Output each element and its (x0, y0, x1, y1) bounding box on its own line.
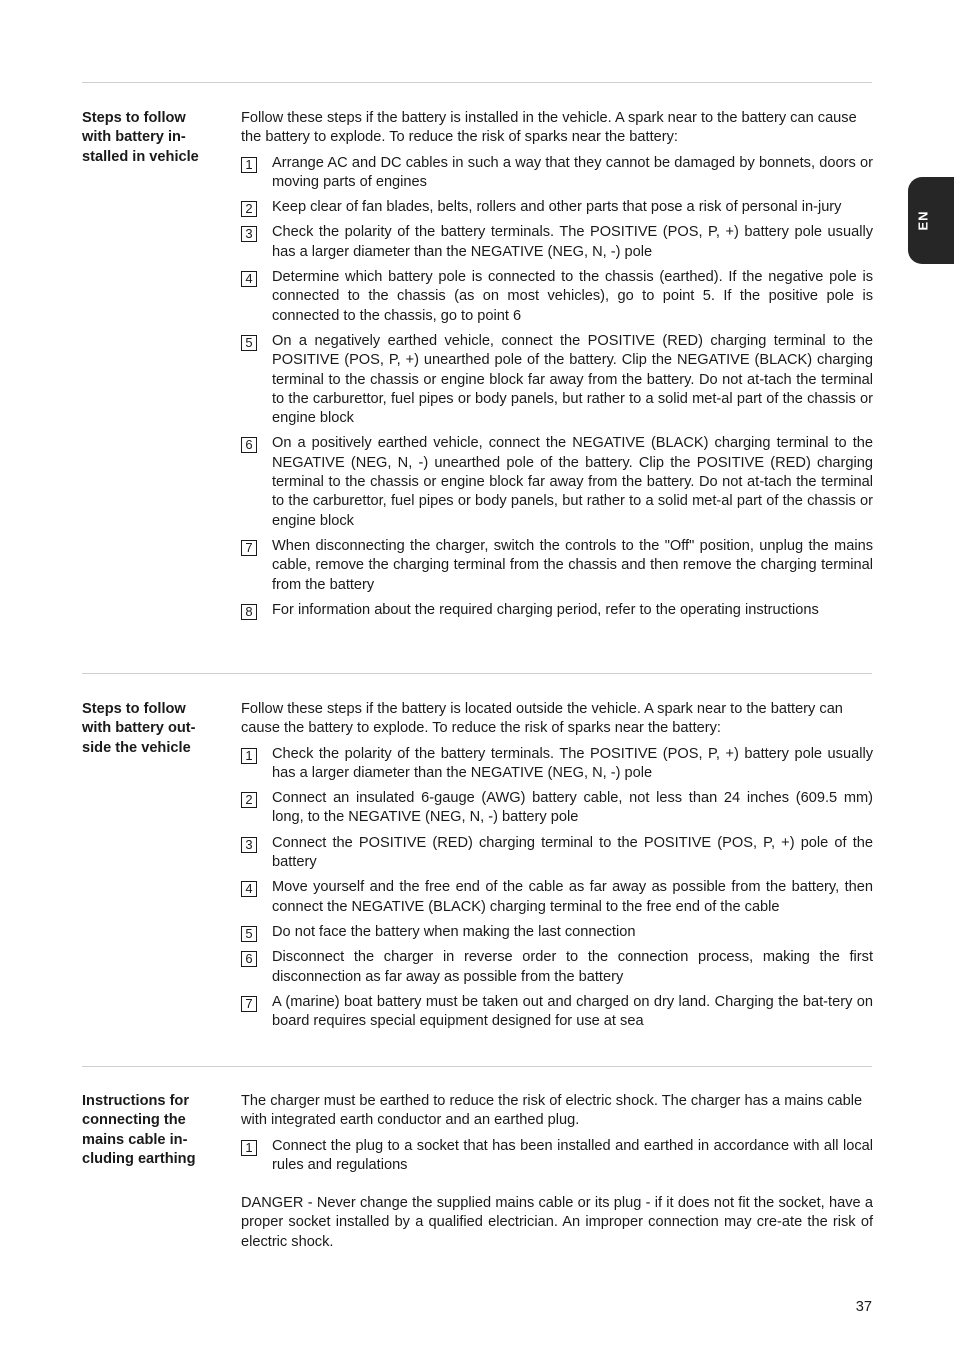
step-number: 1 (241, 1140, 257, 1156)
section-heading: Instructions for connecting the mains cable in- cluding earthing (82, 1093, 196, 1167)
step-text: When disconnecting the charger, switch the controls to the "Off" position, unplug the mains cable, remove the charging terminal from the chassis and then remove the charging terminal from the battery (272, 537, 873, 593)
step-number: 2 (241, 792, 257, 808)
section-body (241, 109, 873, 626)
step-text: Keep clear of fan blades, belts, rollers and other parts that pose a risk of personal in-jury (272, 199, 842, 216)
step-text: For information about the required charging period, refer to the operating instructions (272, 601, 819, 618)
step-number: 7 (241, 540, 257, 556)
step-item (241, 223, 873, 262)
section-heading: Steps to follow with battery in- stalled in vehicle (82, 110, 199, 165)
step-item (241, 601, 873, 620)
step-text: Arrange AC and DC cables in such a way that they cannot be damaged by bonnets, doors or moving parts of engines (272, 154, 873, 190)
step-number: 1 (241, 748, 257, 764)
step-item (241, 923, 873, 942)
step-item (241, 537, 873, 595)
page-number: 37 (855, 1299, 872, 1315)
step-number: 8 (241, 604, 257, 620)
step-number: 5 (241, 926, 257, 942)
intro-paragraph: The charger must be earthed to reduce the risk of electric shock. The charger has a mains cable with integrated earth conductor and an earthed plug. (241, 1093, 863, 1129)
step-item (241, 745, 873, 784)
intro-paragraph: Follow these steps if the battery is located outside the vehicle. A spark near to the battery can cause the battery to explode. To reduce the risk of sparks near the battery: (241, 701, 843, 737)
step-text: Disconnect the charger in reverse order to the connection process, making the first disconnection as far away as possible from the battery (272, 949, 873, 985)
section-divider (82, 1066, 872, 1067)
section-heading: Steps to follow with battery out- side the vehicle (82, 701, 196, 756)
step-item (241, 198, 873, 217)
section-divider (82, 673, 872, 674)
step-item (241, 993, 873, 1032)
language-tab (908, 177, 954, 264)
step-item (241, 834, 873, 873)
step-number: 4 (241, 271, 257, 287)
step-number: 1 (241, 157, 257, 173)
step-number: 7 (241, 996, 257, 1012)
step-item (241, 332, 873, 428)
step-text: Do not face the battery when making the last connection (272, 923, 636, 940)
step-number: 4 (241, 881, 257, 897)
step-item (241, 948, 873, 987)
step-text: Check the polarity of the battery terminals. The POSITIVE (POS, P, +) battery pole usually has a larger diameter than the NEGATIVE (NEG, N, -) pole (272, 224, 873, 260)
step-text: Connect the POSITIVE (RED) charging terminal to the POSITIVE (POS, P, +) pole of the battery (272, 834, 873, 871)
step-item (241, 1137, 873, 1176)
step-text: Check the polarity of the battery terminals. The POSITIVE (POS, P, +) battery pole usually has a larger diameter than the NEGATIVE (NEG, N, -) pole (272, 745, 873, 781)
step-item (241, 154, 873, 193)
step-item (241, 434, 873, 530)
step-number: 3 (241, 226, 257, 242)
step-item (241, 268, 873, 326)
language-tab-label: EN (915, 210, 931, 231)
step-text: Move yourself and the free end of the cable as far away as possible from the battery, then connect the NEGATIVE (BLACK) charging terminal to the free end of the cable (272, 879, 873, 915)
section-body (241, 700, 873, 1037)
step-number: 5 (241, 335, 257, 351)
danger-notice: DANGER - Never change the supplied mains cable or its plug - if it does not fit the socket, have a proper socket installed by a qualified electrician. An improper connection may cre-ate the risk of electric shock. (241, 1195, 873, 1250)
step-number: 2 (241, 201, 257, 217)
step-text: On a positively earthed vehicle, connect the NEGATIVE (BLACK) charging terminal to the NEGATIVE (NEG, N, -) unearthed pole of the battery. Clip the POSITIVE (RED) charging terminal to the chassis or engine block far away from the battery. Do not at-tach the terminal to the carburettor, fuel pipes or body panels, but rather to a solid met-al part of the chassis or engine block (272, 435, 873, 529)
intro-paragraph: Follow these steps if the battery is installed in the vehicle. A spark near to the battery can cause the battery to explode. To reduce the risk of sparks near the battery: (241, 110, 857, 146)
top-divider (82, 82, 872, 83)
step-number: 6 (241, 951, 257, 967)
step-text: On a negatively earthed vehicle, connect the POSITIVE (RED) charging terminal to the POSITIVE (POS, P, +) unearthed pole of the battery. Clip the NEGATIVE (BLACK) charging terminal to the chassis or engine block far away from the battery. Do not at-tach the terminal to the carburettor, fuel pipes or body panels, but rather to a solid met-al part of the chassis or engine block (272, 332, 873, 427)
step-text: A (marine) boat battery must be taken out and charged on dry land. Charging the bat-tery on board requires special equipment designed for use at sea (272, 993, 873, 1030)
step-text: Determine which battery pole is connected to the chassis (earthed). If the negative pole is connected to the chassis (as on most vehicles), go to point 5. If the positive pole is connected to the chassis, go to point 6 (272, 269, 873, 324)
section-body (241, 1092, 873, 1252)
step-number: 6 (241, 437, 257, 453)
step-number: 3 (241, 837, 257, 853)
step-item (241, 878, 873, 917)
step-text: Connect an insulated 6-gauge (AWG) battery cable, not less than 24 inches (609.5 mm) long, to the NEGATIVE (NEG, N, -) battery pole (272, 790, 873, 826)
step-item (241, 789, 873, 828)
step-text: Connect the plug to a socket that has been installed and earthed in accordance with all local rules and regulations (272, 1137, 873, 1173)
